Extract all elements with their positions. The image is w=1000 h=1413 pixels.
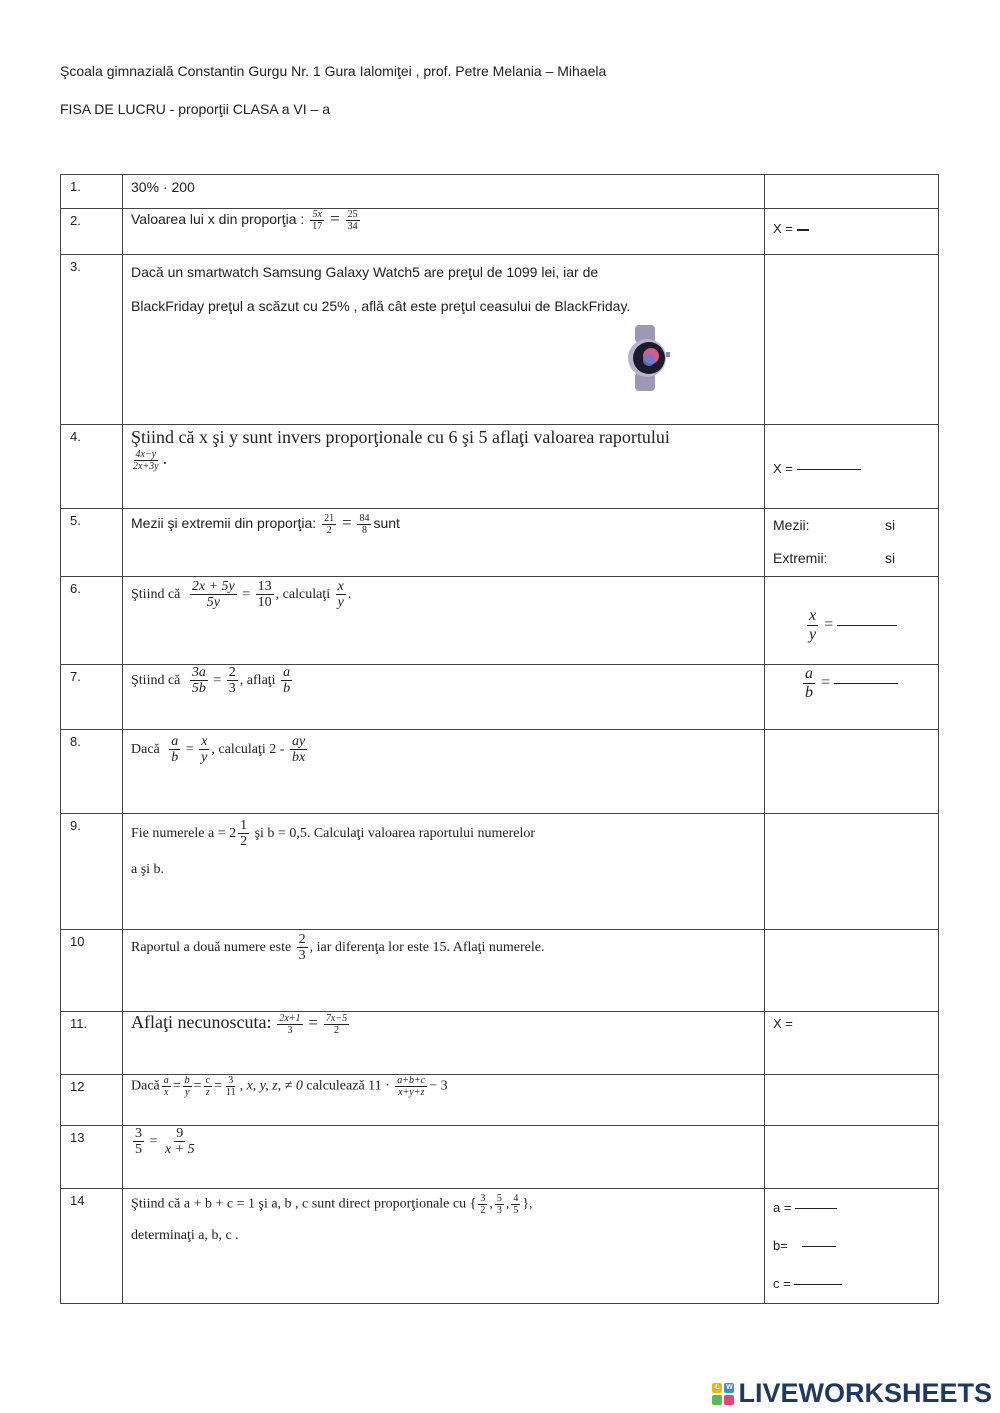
liveworksheets-logo[interactable] <box>712 1378 992 1409</box>
question-text: , iar diferenţa lor este 15. Aflaţi numerele. <box>309 940 545 956</box>
question-text: Ştiind că <box>131 587 181 603</box>
fraction: $\frac{3}{11}$ <box>225 1075 236 1098</box>
table-row <box>61 175 939 209</box>
row-number: 14 <box>61 1189 123 1304</box>
fraction: $\frac{a}{b}$ <box>805 665 813 701</box>
table-row: 11. Aflaţi necunoscuta: $\frac{2x+1}{3}$ = $\frac{7x-5}{2}$ X = <box>61 1012 939 1075</box>
question-text: 30% · 200 <box>131 179 195 195</box>
answer-cell[interactable] <box>765 1189 939 1304</box>
fraction: $\frac{ay}{bx}$ <box>291 734 306 766</box>
question-text: Valoarea lui x din proporţia : <box>131 211 305 228</box>
table-row: 5. Mezii şi extremii din proporţia: $\frac{21}{2}$ = $\frac{84}{8}$ sunt Mezii: si Extremii: si <box>61 509 939 577</box>
fraction: $\frac{7x-5}{2}$ <box>325 1012 348 1036</box>
si-label: si <box>885 550 896 566</box>
answer-cell[interactable] <box>765 255 939 425</box>
answer-label: X = <box>773 461 793 476</box>
fraction: $\frac{84}{8}$ <box>359 513 370 536</box>
table-row: 8. Dacă $\frac{a}{b}$ = $\frac{x}{y}$ , calculaţi 2 - $\frac{ay}{bx}$ <box>61 730 939 814</box>
fraction: $\frac{5x}{17}$ <box>312 209 323 232</box>
question-text: , calculaţi 2 - <box>211 742 285 758</box>
answer-cell[interactable] <box>765 1012 939 1075</box>
row-number: 2. <box>61 209 123 255</box>
logo-text: LIVEWORKSHEETS <box>738 1378 992 1408</box>
fraction: $\frac{9}{x + 5}$ <box>164 1126 195 1158</box>
fraction: $\frac{2}{3}$ <box>298 932 306 964</box>
question-tail: sunt <box>373 515 400 532</box>
question-text: şi b = 0,5. Calculaţi valoarea raportului numerelor <box>251 826 536 842</box>
fraction: $\frac{c}{z}$ <box>205 1075 211 1098</box>
fraction: $\frac{13}{10}$ <box>257 579 272 611</box>
question-text: Ştiind că x şi y sunt invers proporţionale cu 6 şi 5 aflaţi valoarea raportului <box>131 427 670 447</box>
fraction: $\frac{2}{3}$ <box>228 665 236 697</box>
row-number: 13 <box>61 1126 123 1189</box>
smartwatch-image <box>623 325 675 391</box>
answer-cell[interactable] <box>765 175 939 209</box>
table-row <box>61 255 939 425</box>
question-text: Ştiind că a + b + c = 1 şi a, b , c sunt direct proporţionale cu { <box>131 1196 477 1212</box>
table-row: 13 $\frac{3}{5}$ = $\frac{9}{x + 5}$ <box>61 1126 939 1189</box>
row-number: 10 <box>61 930 123 1012</box>
row-number: 11. <box>61 1012 123 1075</box>
question-text: Aflaţi necunoscuta: <box>131 1012 272 1032</box>
question-line: BlackFriday preţul a scăzut cu 25% , află cât este preţul ceasului de BlackFriday. <box>131 298 631 314</box>
question-text: , calculaţi <box>275 587 331 603</box>
fraction: $\frac{4x-y}{2x+3y}$ <box>133 448 159 472</box>
question-line: Dacă un smartwatch Samsung Galaxy Watch5 are preţul de 1099 lei, iar de <box>131 264 599 280</box>
table-row: 4. Ştiind că x şi y sunt invers proporţionale cu 6 şi 5 aflaţi valoarea raportului $\frac{4x-y}{2x+3y}$ . X = <box>61 425 939 509</box>
question-text: Dacă <box>131 742 160 758</box>
question-text: Mezii şi extremii din proporţia: <box>131 515 317 532</box>
fraction: $\frac{a}{b}$ <box>171 734 179 766</box>
question-text: Raportul a două numere este <box>131 940 292 956</box>
table-row: 12 Dacă $\frac{a}{x}$ = $\frac{b}{y}$ = $\frac{c}{z}$ = $\frac{3}{11}$ , x, y, z, ≠ 0 calculează 11 · $\frac{a+b+c}{x+y+z}$ − 3 <box>61 1075 939 1126</box>
fraction: $\frac{3a}{5b}$ <box>191 665 206 697</box>
row-number: 3. <box>61 255 123 425</box>
fraction: $\frac{1}{2}$ <box>240 818 248 850</box>
answer-cell[interactable] <box>765 930 939 1012</box>
answer-cell[interactable] <box>765 509 939 577</box>
question-text: calculează 11 · <box>306 1078 390 1094</box>
fraction: $\frac{5}{3}$ <box>496 1193 502 1216</box>
fraction: $\frac{25}{34}$ <box>347 209 358 232</box>
question-text: Fie numerele a = 2 <box>131 826 237 842</box>
answer-cell[interactable] <box>765 1075 939 1126</box>
answer-label: X = <box>773 221 793 236</box>
fraction: $\frac{x}{y}$ <box>337 579 344 611</box>
answer-blank[interactable] <box>837 625 897 626</box>
fraction: $\frac{a}{x}$ <box>163 1075 169 1098</box>
answer-cell[interactable]: $\frac{a}{b}$ = <box>765 665 939 730</box>
answer-label: a = <box>773 1200 792 1215</box>
question-line: a şi b. <box>131 861 165 877</box>
answer-blank[interactable] <box>834 683 898 684</box>
answer-cell[interactable] <box>765 730 939 814</box>
fraction: $\frac{21}{2}$ <box>324 513 335 536</box>
answer-label: c = <box>773 1276 791 1291</box>
row-number: 1. <box>61 175 123 209</box>
question-text: }, <box>522 1196 533 1212</box>
fraction: $\frac{4}{5}$ <box>513 1193 519 1216</box>
extremii-label: Extremii: <box>773 550 828 566</box>
question-text: , aflaţi <box>239 673 276 689</box>
si-label: si <box>885 517 896 533</box>
mezii-label: Mezii: <box>773 517 810 533</box>
table-row <box>61 930 939 1012</box>
answer-blank[interactable] <box>802 1246 836 1247</box>
question-text: , x, y, z, ≠ 0 <box>239 1078 303 1094</box>
fraction: $\frac{a}{b}$ <box>283 665 291 697</box>
logo-icon: L W <box>712 1383 734 1405</box>
answer-cell[interactable] <box>765 425 939 509</box>
answer-cell[interactable] <box>765 814 939 930</box>
question-text: Dacă <box>131 1078 160 1094</box>
row-number: 8. <box>61 730 123 814</box>
row-number: 4. <box>61 425 123 509</box>
answer-cell[interactable]: $\frac{x}{y}$ = <box>765 577 939 665</box>
fraction: $\frac{a+b+c}{x+y+z}$ <box>397 1075 426 1098</box>
row-number: 6. <box>61 577 123 665</box>
answer-label: b= <box>773 1238 788 1253</box>
school-header: Şcoala gimnazială Constantin Gurgu Nr. 1 Gura Ialomiţei , prof. Petre Melania – Mihaela <box>60 63 607 79</box>
question-text: − 3 <box>429 1078 448 1094</box>
answer-blank[interactable] <box>797 229 809 231</box>
answer-blank[interactable] <box>794 1284 842 1285</box>
fraction: $\frac{b}{y}$ <box>184 1075 190 1098</box>
row-number: 9. <box>61 814 123 930</box>
table-row: 6. Ştiind că $\frac{2x + 5y}{5y}$ = $\frac{13}{10}$ , calculaţi $\frac{x}{y}$ . $\frac{x}{y}$ = <box>61 577 939 665</box>
worksheet-table <box>60 174 939 1304</box>
table-row: 2. Valoarea lui x din proporţia : $\frac{5x}{17}$ = $\frac{25}{34}$ X = <box>61 209 939 255</box>
answer-blank[interactable] <box>797 469 861 470</box>
table-row <box>61 814 939 930</box>
answer-label: X = <box>773 1016 793 1031</box>
table-row: 14 Ştiind că a + b + c = 1 şi a, b , c sunt direct proporţionale cu { $\frac{3}{2}$ , $\frac{5}{3}$ , $\frac{4}{5}$ }, determinaţi a, b, c . a = b= c = <box>61 1189 939 1304</box>
row-number: 5. <box>61 509 123 577</box>
question-text: Ştiind că <box>131 673 181 689</box>
fraction: $\frac{2x + 5y}{5y}$ <box>191 579 235 611</box>
answer-cell[interactable] <box>765 209 939 255</box>
table-row: 7. Ştiind că $\frac{3a}{5b}$ = $\frac{2}{3}$ , aflaţi $\frac{a}{b}$ $\frac{a}{b}$ = <box>61 665 939 730</box>
row-number: 12 <box>61 1075 123 1126</box>
fraction: $\frac{2x+1}{3}$ <box>279 1012 301 1036</box>
row-number: 7. <box>61 665 123 730</box>
worksheet-title: FISA DE LUCRU - proporţii CLASA a VI – a <box>60 101 330 117</box>
answer-cell[interactable] <box>765 1126 939 1189</box>
fraction: $\frac{3}{5}$ <box>135 1126 142 1158</box>
fraction: $\frac{x}{y}$ <box>809 607 817 643</box>
answer-blank[interactable] <box>795 1208 837 1209</box>
fraction: $\frac{3}{2}$ <box>480 1193 486 1216</box>
fraction: $\frac{x}{y}$ <box>201 734 208 766</box>
question-line: determinaţi a, b, c . <box>131 1228 239 1243</box>
